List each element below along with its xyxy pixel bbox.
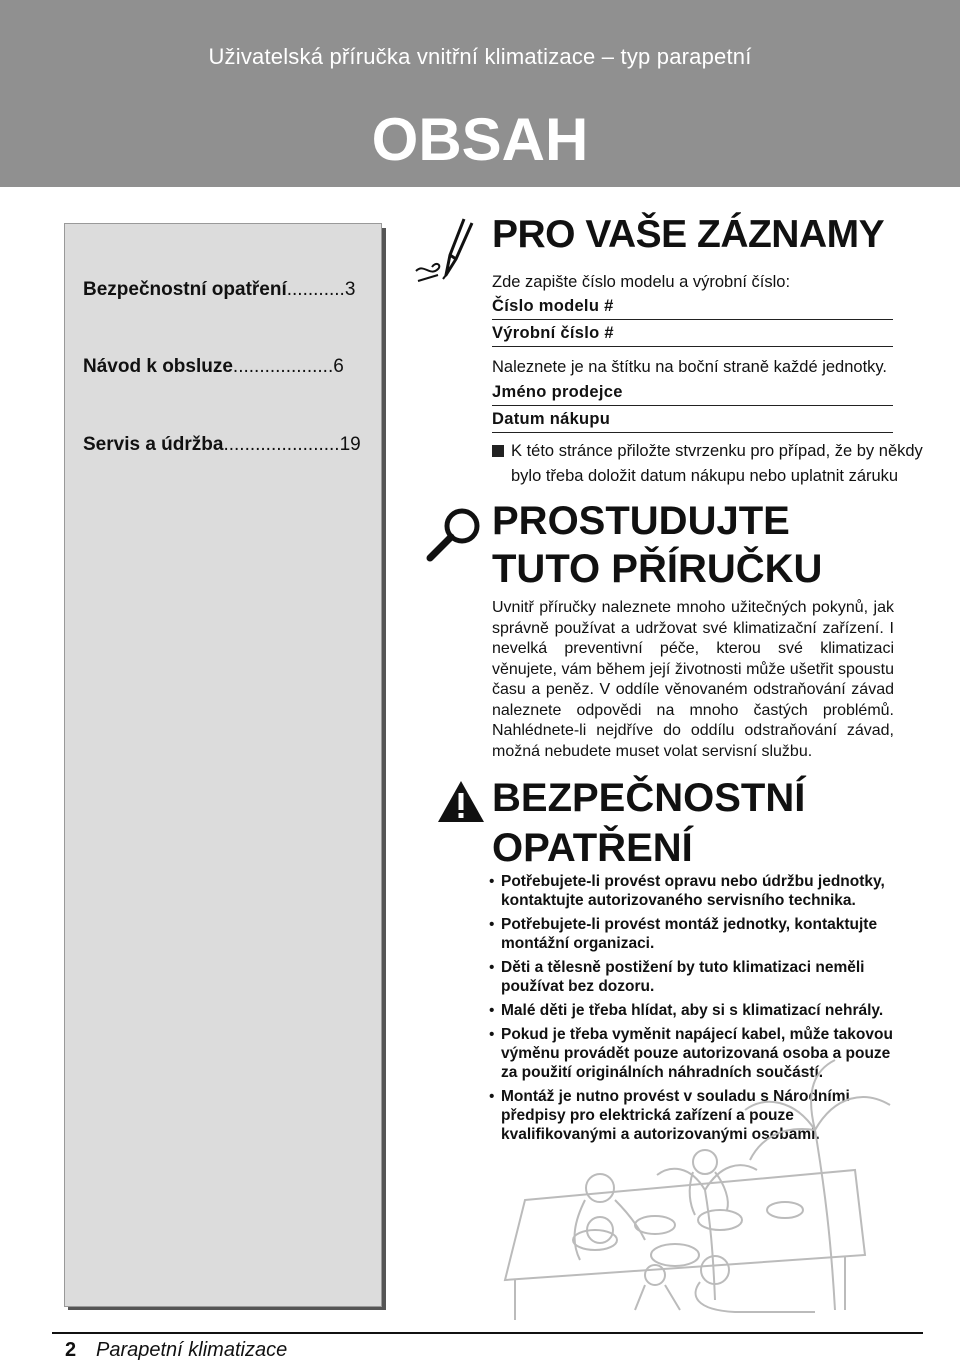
dealer-name-label: Jméno prodejce — [492, 383, 623, 401]
toc-leader-dots: ........... — [286, 279, 345, 300]
safety-heading-line-1: BEZPEČNOSTNÍ — [492, 776, 806, 820]
toc-item-safety[interactable] — [83, 279, 355, 301]
list-item: • Montáž je nutno provést v souladu s Národními předpisy pro elektrická zařízení a pouze kvalifikovanými a autorizovanými osobami. — [488, 1087, 898, 1144]
square-bullet-icon — [492, 445, 504, 457]
toc-item-label: Bezpečnostní opatření — [83, 279, 287, 300]
list-item: • Malé děti je třeba hlídat, aby si s klimatizací nehrály. — [488, 1001, 898, 1020]
model-number-label: Číslo modelu # — [492, 297, 614, 315]
toc-page-number: 3 — [344, 279, 356, 300]
receipt-note-line-1: K této stránce přiložte stvrzenku pro případ, že by někdy — [511, 442, 923, 460]
footer-label: Parapetní klimatizace — [96, 1339, 288, 1361]
manual-subtitle: Uživatelská příručka vnitřní klimatizace – typ parapetní — [208, 44, 752, 69]
label-location-note: Naleznete je na štítku na boční straně každé jednotky. — [492, 358, 888, 376]
picnic-illustration — [395, 1040, 915, 1325]
study-heading-line-1: PROSTUDUJTE — [492, 499, 790, 543]
purchase-date-field[interactable] — [492, 410, 893, 433]
list-item: • Děti a tělesně postižení by tuto klimatizaci neměli používat bez dozoru. — [488, 958, 898, 996]
study-heading-line-2: TUTO PŘÍRUČKU — [492, 547, 823, 591]
safety-heading-line-2: OPATŘENÍ — [492, 826, 693, 870]
toc-item-operation[interactable] — [83, 356, 344, 378]
toc-leader-dots: ................... — [232, 356, 334, 377]
toc-item-maintenance[interactable] — [83, 434, 361, 456]
page-number: 2 — [65, 1339, 77, 1361]
list-item: • Potřebujete-li provést opravu nebo údržbu jednotky, kontaktujte autorizovaného servisního technika. — [488, 872, 898, 910]
records-heading: PRO VAŠE ZÁZNAMY — [492, 213, 885, 256]
page-title: OBSAH — [371, 106, 589, 173]
list-item: • Pokud je třeba vyměnit napájecí kabel, může takovou výměnu provádět pouze autorizovaná osoba a pouze za použití originálních náhradních součástí. — [488, 1025, 898, 1082]
warning-triangle-icon — [436, 779, 486, 824]
dealer-name-field[interactable] — [492, 383, 893, 406]
purchase-date-label: Datum nákupu — [492, 410, 611, 428]
toc-item-label: Servis a údržba — [83, 434, 224, 455]
header-band — [0, 0, 960, 187]
footer-rule — [52, 1332, 923, 1334]
toc-leader-dots: ...................... — [223, 434, 340, 455]
records-intro: Zde zapište číslo modelu a výrobní číslo: — [492, 273, 791, 291]
toc-page-number: 6 — [333, 356, 344, 377]
toc-item-label: Návod k obsluze — [83, 356, 233, 377]
serial-number-label: Výrobní číslo # — [492, 324, 614, 342]
model-number-field[interactable] — [492, 297, 893, 320]
magnifier-icon — [424, 505, 484, 565]
table-of-contents — [64, 223, 382, 1307]
pen-icon — [412, 215, 482, 285]
serial-number-field[interactable] — [492, 324, 893, 347]
receipt-note-line-2: bylo třeba doložit datum nákupu nebo uplatnit záruku — [511, 467, 899, 485]
list-item: • Potřebujete-li provést montáž jednotky, kontaktujte montážní organizaci. — [488, 915, 898, 953]
study-paragraph: Uvnitř příručky naleznete mnoho užitečných pokynů, jak správně používat a udržovat své klimatizační zařízení. I nevelká preventivní péče, kterou své klimatizaci věnujete, vám během její životnosti může ušetřit spoustu času a peněz. V oddíle věnovaném odstraňování závad naleznete odpovědi na mnoho častých problémů. Nahlédnete-li nejdříve do oddílu odstraňování závad, možná nebudete muset volat servisní službu. — [492, 599, 894, 760]
toc-page-number: 19 — [339, 434, 361, 455]
